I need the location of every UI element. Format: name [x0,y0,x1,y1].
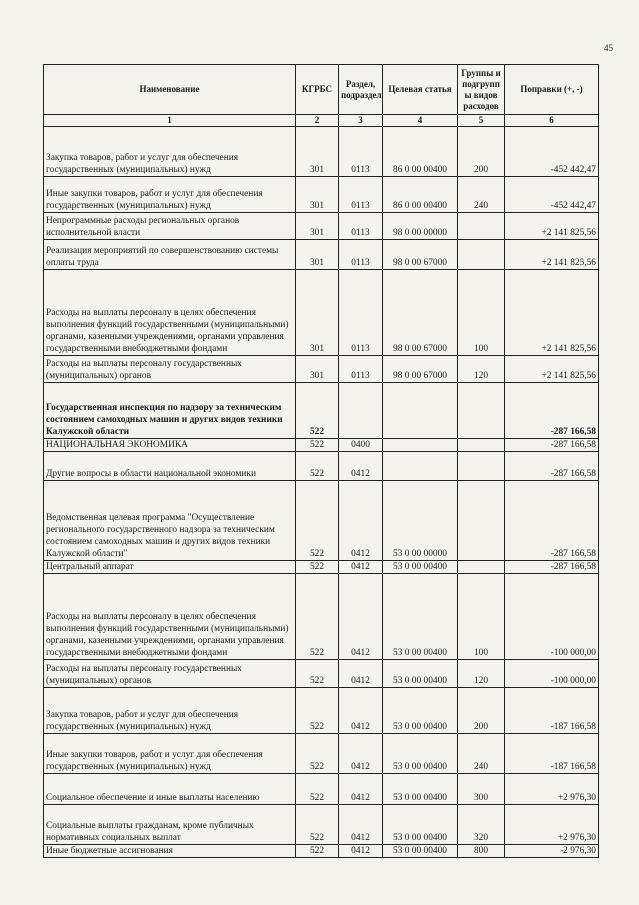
row-target: 98 0 00 67000 [383,356,458,383]
row-group: 200 [458,688,505,734]
row-amount: -452 442,47 [505,177,599,213]
row-amount: -187 166,58 [505,688,599,734]
table-row [44,356,599,383]
row-section: 0412 [339,734,383,774]
row-group: 300 [458,774,505,805]
row-amount: -287 166,58 [505,481,599,561]
row-group: 200 [458,127,505,177]
table-row [44,452,599,481]
table-row [44,774,599,805]
row-target: 86 0 00 00400 [383,177,458,213]
row-kgrbs: 522 [296,439,339,452]
row-amount: +2 141 825,56 [505,270,599,356]
row-target: 53 0 00 00400 [383,734,458,774]
row-target: 86 0 00 00400 [383,127,458,177]
row-target: 53 0 00 00400 [383,574,458,660]
row-kgrbs: 522 [296,774,339,805]
row-section: 0412 [339,452,383,481]
table-row [44,177,599,213]
row-kgrbs: 522 [296,734,339,774]
header-kgrbs: КГРБС [296,65,339,115]
row-amount: +2 976,30 [505,774,599,805]
row-amount: -287 166,58 [505,439,599,452]
table-row [44,688,599,734]
row-kgrbs: 522 [296,574,339,660]
header-num-6: 6 [505,115,599,127]
row-amount: -100 000,00 [505,574,599,660]
row-amount: +2 141 825,56 [505,240,599,270]
row-group: 240 [458,734,505,774]
row-name: Государственная инспекция по надзору за техническим состоянием самоходных машин и других видов техники Калужской области [44,383,296,439]
row-amount: -187 166,58 [505,734,599,774]
row-name: Расходы на выплаты персоналу государственных (муниципальных) органов [44,356,296,383]
row-name: Ведомственная целевая программа "Осуществление регионального государственного надзора за техническим состоянием самоходных машин и других видов техники Калужской области" [44,481,296,561]
row-name: Иные бюджетные ассигнования [44,845,296,858]
row-name: Расходы на выплаты персоналу государственных (муниципальных) органов [44,660,296,688]
row-amount: -287 166,58 [505,383,599,439]
header-num-5: 5 [458,115,505,127]
table-row [44,439,599,452]
row-kgrbs: 522 [296,452,339,481]
row-section: 0412 [339,688,383,734]
row-section: 0412 [339,845,383,858]
row-amount: -2 976,30 [505,845,599,858]
row-group: 100 [458,574,505,660]
row-name: Иные закупки товаров, работ и услуг для обеспечения государственных (муниципальных) нужд [44,177,296,213]
row-group [458,439,505,452]
row-section: 0113 [339,213,383,240]
row-kgrbs: 301 [296,270,339,356]
row-target [383,383,458,439]
row-group: 120 [458,660,505,688]
row-amount: +2 141 825,56 [505,213,599,240]
row-section: 0412 [339,481,383,561]
row-name: Другие вопросы в области национальной экономики [44,452,296,481]
header-numbers-row [44,115,599,127]
table-row [44,734,599,774]
row-name: Расходы на выплаты персоналу в целях обеспечения выполнения функций государственными (муниципальными) органами, казенными учреждениями, органами управления государственными внебюджетными фондами [44,270,296,356]
header-name: Наименование [44,65,296,115]
header-amount: Поправки (+, -) [505,65,599,115]
header-num-3: 3 [339,115,383,127]
row-section: 0113 [339,177,383,213]
row-kgrbs: 301 [296,127,339,177]
row-amount: -100 000,00 [505,660,599,688]
header-row [44,65,599,115]
row-name: НАЦИОНАЛЬНАЯ ЭКОНОМИКА [44,439,296,452]
table-row [44,213,599,240]
row-target: 53 0 00 00400 [383,774,458,805]
table-row [44,561,599,574]
header-target: Целевая статья [383,65,458,115]
row-name: Непрограммные расходы региональных органов исполнительной власти [44,213,296,240]
table-row [44,383,599,439]
row-kgrbs: 522 [296,383,339,439]
row-section: 0412 [339,660,383,688]
page-number: 45 [604,43,613,53]
row-section: 0113 [339,240,383,270]
row-kgrbs: 522 [296,688,339,734]
row-group: 320 [458,805,505,845]
table-row [44,845,599,858]
row-section: 0113 [339,270,383,356]
table-row [44,574,599,660]
row-section: 0400 [339,439,383,452]
row-name: Закупка товаров, работ и услуг для обеспечения государственных (муниципальных) нужд [44,688,296,734]
row-amount: +2 141 825,56 [505,356,599,383]
row-kgrbs: 522 [296,481,339,561]
table-row [44,270,599,356]
row-group [458,481,505,561]
row-target: 98 0 00 67000 [383,240,458,270]
row-kgrbs: 522 [296,660,339,688]
row-kgrbs: 522 [296,845,339,858]
table-row [44,127,599,177]
row-amount: -287 166,58 [505,452,599,481]
row-kgrbs: 301 [296,213,339,240]
table-row [44,481,599,561]
row-group [458,240,505,270]
budget-table [43,64,599,858]
row-target: 98 0 00 00000 [383,213,458,240]
row-group [458,383,505,439]
row-kgrbs: 522 [296,805,339,845]
row-amount: +2 976,30 [505,805,599,845]
row-target: 53 0 00 00400 [383,561,458,574]
header-group: Группы и подгрупп ы видов расходов [458,65,505,115]
row-target: 53 0 00 00000 [383,481,458,561]
row-target: 53 0 00 00400 [383,845,458,858]
row-target [383,452,458,481]
row-group: 100 [458,270,505,356]
row-kgrbs: 301 [296,177,339,213]
row-amount: -287 166,58 [505,561,599,574]
row-name: Реализация мероприятий по совершенствованию системы оплаты труда [44,240,296,270]
row-target: 98 0 00 67000 [383,270,458,356]
row-name: Центральный аппарат [44,561,296,574]
row-target: 53 0 00 00400 [383,660,458,688]
row-target [383,439,458,452]
table-row [44,660,599,688]
header-num-4: 4 [383,115,458,127]
header-num-2: 2 [296,115,339,127]
row-section: 0412 [339,774,383,805]
row-section: 0113 [339,356,383,383]
row-section [339,383,383,439]
row-name: Расходы на выплаты персоналу в целях обеспечения выполнения функций государственными (муниципальными) органами, казенными учреждениями, органами управления государственными внебюджетными фондами [44,574,296,660]
row-kgrbs: 301 [296,240,339,270]
row-section: 0113 [339,127,383,177]
row-kgrbs: 522 [296,561,339,574]
row-group [458,452,505,481]
row-section: 0412 [339,574,383,660]
row-kgrbs: 301 [296,356,339,383]
row-group: 240 [458,177,505,213]
row-name: Иные закупки товаров, работ и услуг для обеспечения государственных (муниципальных) нужд [44,734,296,774]
table-row [44,805,599,845]
header-section: Раздел, подраздел [339,65,383,115]
row-group: 120 [458,356,505,383]
row-section: 0412 [339,805,383,845]
row-target: 53 0 00 00400 [383,805,458,845]
row-name: Социальное обеспечение и иные выплаты населению [44,774,296,805]
table-row [44,240,599,270]
row-group [458,561,505,574]
row-name: Социальные выплаты гражданам, кроме публичных нормативных социальных выплат [44,805,296,845]
row-name: Закупка товаров, работ и услуг для обеспечения государственных (муниципальных) нужд [44,127,296,177]
header-num-1: 1 [44,115,296,127]
row-group [458,213,505,240]
row-amount: -452 442,47 [505,127,599,177]
row-section: 0412 [339,561,383,574]
row-group: 800 [458,845,505,858]
table-body [44,127,599,858]
row-target: 53 0 00 00400 [383,688,458,734]
